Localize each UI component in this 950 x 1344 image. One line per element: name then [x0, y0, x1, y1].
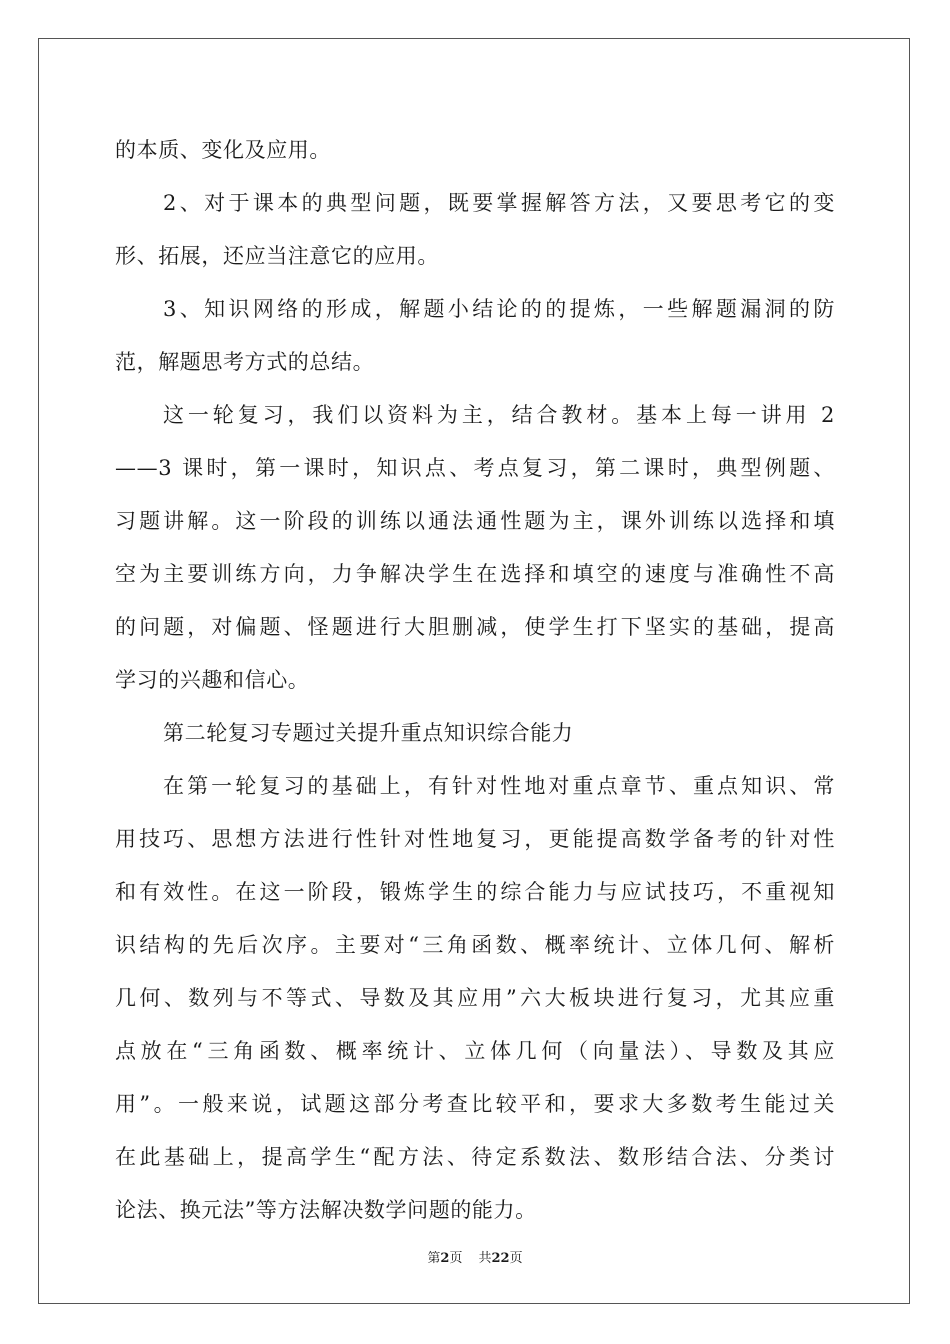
document-body: [115, 124, 835, 1237]
text-line: 的本质、变化及应用。: [115, 138, 331, 162]
text-line: 论法、换元法”等方法解决数学问题的能力。: [115, 1198, 537, 1222]
total-pages: 22: [491, 1251, 510, 1266]
text-line: 学习的兴趣和信心。: [115, 668, 310, 692]
total-suffix: 页: [509, 1251, 523, 1266]
text-line: ——3 课时，第一课时，知识点、考点复习，第二课时，典型例题、: [115, 456, 835, 480]
page-footer: [0, 1247, 950, 1266]
text-line: 点放在“三角函数、概率统计、立体几何（向量法）、导数及其应: [115, 1039, 835, 1063]
page-number: 2: [440, 1251, 450, 1266]
text-line: 和有效性。在这一阶段，锻炼学生的综合能力与应试技巧，不重视知: [115, 880, 835, 904]
text-line: 习题讲解。这一阶段的训练以通法通性题为主，课外训练以选择和填: [115, 509, 835, 533]
text-line: 用”。一般来说，试题这部分考查比较平和，要求大多数考生能过关: [115, 1092, 835, 1116]
text-line: 范，解题思考方式的总结。: [115, 350, 375, 374]
text-line: 空为主要训练方向，力争解决学生在选择和填空的速度与准确性不高: [115, 562, 835, 586]
page-suffix: 页: [449, 1251, 463, 1266]
total-prefix: 共: [478, 1251, 492, 1266]
page-prefix: 第: [427, 1251, 441, 1266]
text-line: 的问题，对偏题、怪题进行大胆删减，使学生打下坚实的基础，提高: [115, 615, 835, 639]
text-line: 识结构的先后次序。主要对“三角函数、概率统计、立体几何、解析: [115, 933, 835, 957]
text-line: 3、知识网络的形成，解题小结论的的提炼，一些解题漏洞的防: [163, 297, 835, 321]
text-line: 这一轮复习，我们以资料为主，结合教材。基本上每一讲用 2: [163, 403, 835, 427]
text-line: 用技巧、思想方法进行性针对性地复习，更能提高数学备考的针对性: [115, 827, 835, 851]
text-line: 在第一轮复习的基础上，有针对性地对重点章节、重点知识、常: [163, 774, 835, 798]
text-line: 形、拓展，还应当注意它的应用。: [115, 244, 439, 268]
text-line: 在此基础上，提高学生“配方法、待定系数法、数形结合法、分类讨: [115, 1145, 835, 1169]
text-line: 几何、数列与不等式、导数及其应用”六大板块进行复习，尤其应重: [115, 986, 835, 1010]
text-line: 2、对于课本的典型问题，既要掌握解答方法，又要思考它的变: [163, 191, 835, 215]
section-heading: 第二轮复习专题过关提升重点知识综合能力: [163, 721, 574, 745]
